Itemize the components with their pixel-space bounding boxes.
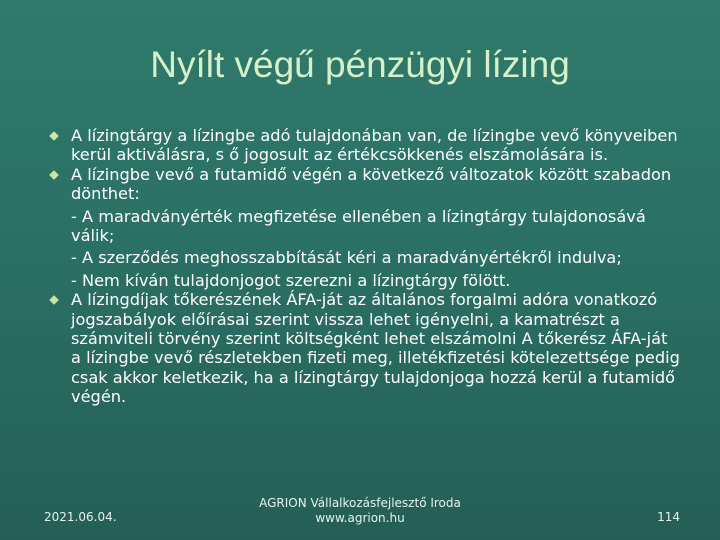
- diamond-bullet-icon: [49, 170, 59, 180]
- bullet-item-vat: [50, 290, 680, 406]
- option-line-no-ownership: - Nem kíván tulajdonjogot szerezni a lízingtárgy fölött.: [71, 270, 511, 290]
- diamond-bullet-icon: [49, 295, 59, 305]
- organization-website: www.agrion.hu: [315, 511, 405, 525]
- slide-title: Nyílt végű pénzügyi lízing: [150, 44, 570, 85]
- footer-organization: [220, 496, 500, 526]
- diamond-bullet-icon: [49, 131, 59, 141]
- bullet-list: [50, 126, 680, 407]
- footer-date: 2021.06.04.: [44, 510, 117, 524]
- bullet-text: A lízingbe vevő a futamidő végén a következő változatok között szabadon dönthet:: [71, 164, 672, 204]
- organization-name: AGRION Vállalkozásfejlesztő Iroda: [259, 496, 461, 510]
- bullet-item-lessee-assets: [50, 126, 680, 165]
- bullet-text: A lízingtárgy a lízingbe adó tulajdonában van, de lízingbe vevő könyveiben kerül aktiválásra, s ő jogosult az értékcsökkenés elszámolására is.: [71, 126, 678, 165]
- page-number: 114: [657, 510, 680, 524]
- option-line-extension: - A szerződés meghosszabbítását kéri a maradványértékről indulva;: [71, 248, 622, 268]
- option-line-ownership: - A maradványérték megfizetése ellenében a lízingtárgy tulajdonosává válik;: [71, 206, 646, 246]
- bullet-text: A lízingdíjak tőkerészének ÁFA-ját az általános forgalmi adóra vonatkozó jogszabályok előírásai szerint vissza lehet igényelni, a kamatrészt a számviteli törvény szerint költségként lehet elszámolni A tőkerész ÁFA-ját a lízingbe vevő részletekben fizeti meg, illetékfizetési kötelezettsége pedig csak akkor keletkezik, ha a lízingtárgy tulajdonjoga hozzá kerül a futamidő végén.: [71, 290, 680, 407]
- bullet-item-options: [50, 165, 680, 290]
